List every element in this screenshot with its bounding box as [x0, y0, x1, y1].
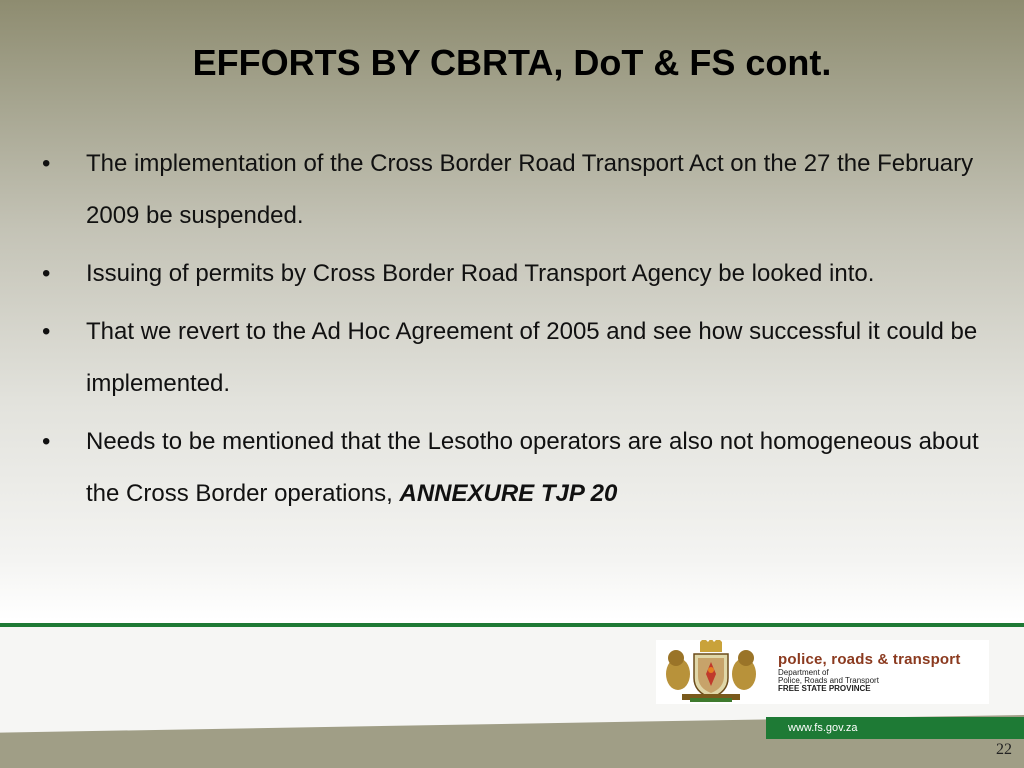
bullet-item [42, 306, 1002, 410]
bullet-item [42, 248, 1002, 300]
department-line: Department of [778, 667, 829, 677]
website-link[interactable]: www.fs.gov.za [766, 717, 1024, 739]
bullet-text: Issuing of permits by Cross Border Road Transport Agency be looked into. [86, 260, 875, 287]
slide-number: 22 [996, 741, 1012, 758]
slide-title: EFFORTS BY CBRTA, DoT & FS cont. [192, 42, 832, 83]
coat-of-arms-icon [656, 640, 766, 704]
bullet-icon: • [42, 318, 51, 345]
bullet-list [42, 138, 1002, 526]
department-title: police, roads & transport [778, 650, 961, 668]
department-text [778, 652, 961, 693]
bullet-text: Needs to be mentioned that the Lesotho operators are also not homogeneous about the Cross Border operations, [86, 428, 979, 507]
annexure-reference: ANNEXURE TJP 20 [399, 480, 618, 507]
bullet-text: The implementation of the Cross Border Road Transport Act on the 27 the February 2009 be suspended. [86, 150, 974, 229]
bullet-icon: • [42, 428, 51, 455]
bullet-text: That we revert to the Ad Hoc Agreement of 2005 and see how successful it could be implemented. [86, 318, 978, 397]
department-line: Police, Roads and Transport [778, 675, 879, 685]
bullet-icon: • [42, 260, 51, 287]
bullet-item [42, 416, 1002, 520]
department-logo [656, 640, 989, 704]
bullet-item [42, 138, 1002, 242]
department-province: FREE STATE PROVINCE [778, 683, 871, 693]
bullet-icon: • [42, 150, 51, 177]
